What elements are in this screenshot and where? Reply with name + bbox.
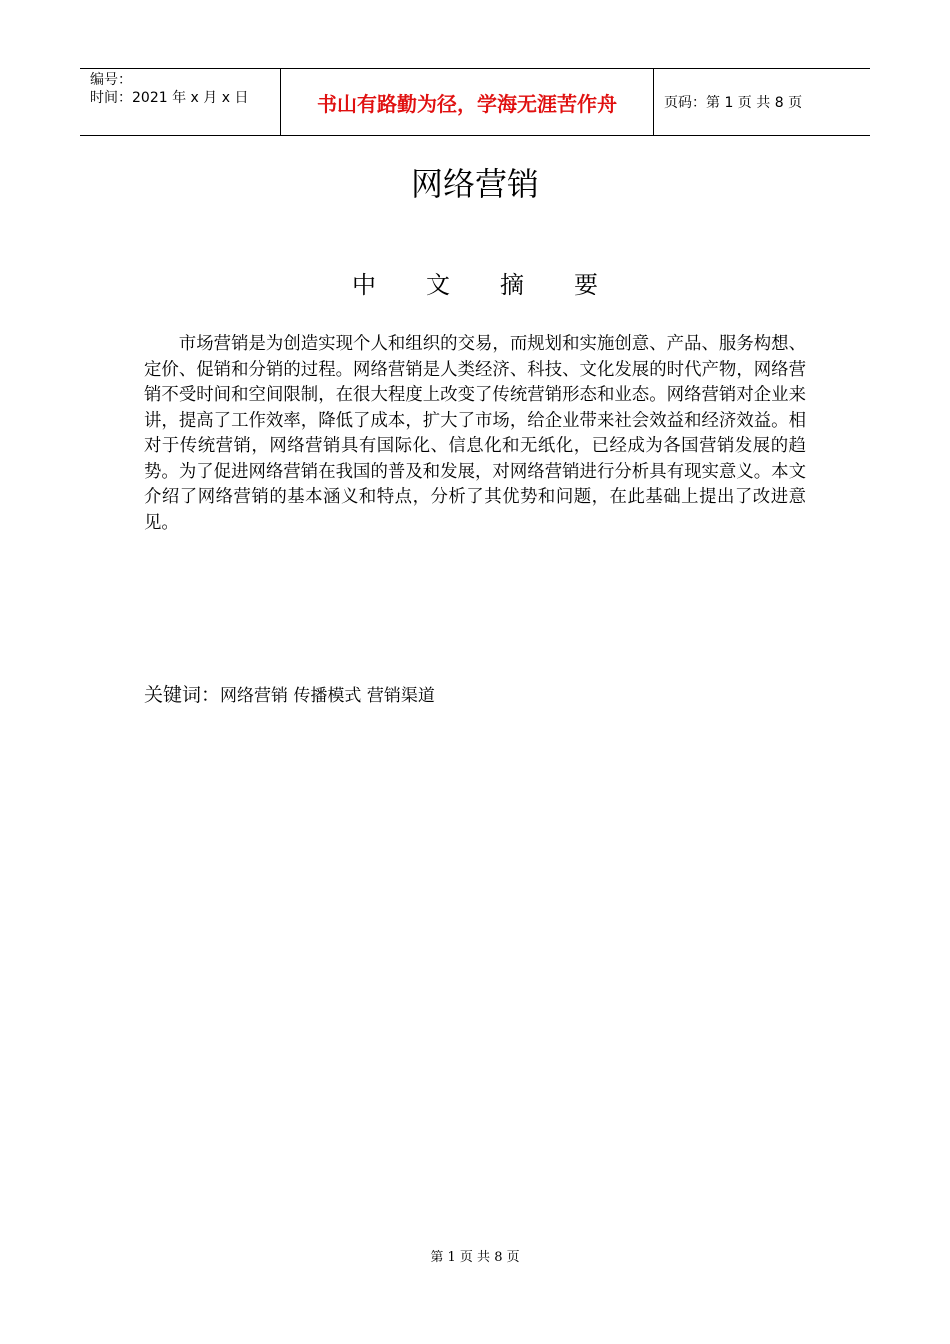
keywords-values: 网络营销 传播模式 营销渠道: [220, 686, 435, 706]
header-page-code: 页码：第 1 页 共 8 页: [664, 95, 803, 111]
document-title: 网络营销: [410, 165, 539, 203]
document-number-label: 编号：: [90, 72, 132, 88]
keywords-label: 关键词：: [144, 684, 221, 706]
keywords-line: [144, 682, 435, 709]
abstract-body: 市场营销是为创造实现个人和组织的交易，而规划和实施创意、产品、服务构想、定价、促销和分销的过程。网络营销是人类经济、科技、文化发展的时代产物，网络营销不受时间和空间限制，在很大程度上改变了传统营销形态和业态。网络营销对企业来讲，提高了工作效率，降低了成本，扩大了市场，给企业带来社会效益和经济效益。相对于传统营销，网络营销具有国际化、信息化和无纸化，已经成为各国营销发展的趋势。为了促进网络营销在我国的普及和发展，对网络营销进行分析具有现实意义。本文介绍了网络营销的基本涵义和特点，分析了其优势和问题，在此基础上提出了改进意见。: [144, 334, 806, 533]
header-meta-cell: [80, 69, 281, 135]
abstract-heading: 中文摘要: [352, 271, 648, 299]
page-footer: 第 1 页 共 8 页: [430, 1250, 520, 1265]
header-motto: 书山有路勤为径，学海无涯苦作舟: [281, 69, 654, 135]
document-date-label: 时间：2021 年 x 月 x 日: [90, 90, 249, 106]
document-header: [80, 68, 870, 136]
